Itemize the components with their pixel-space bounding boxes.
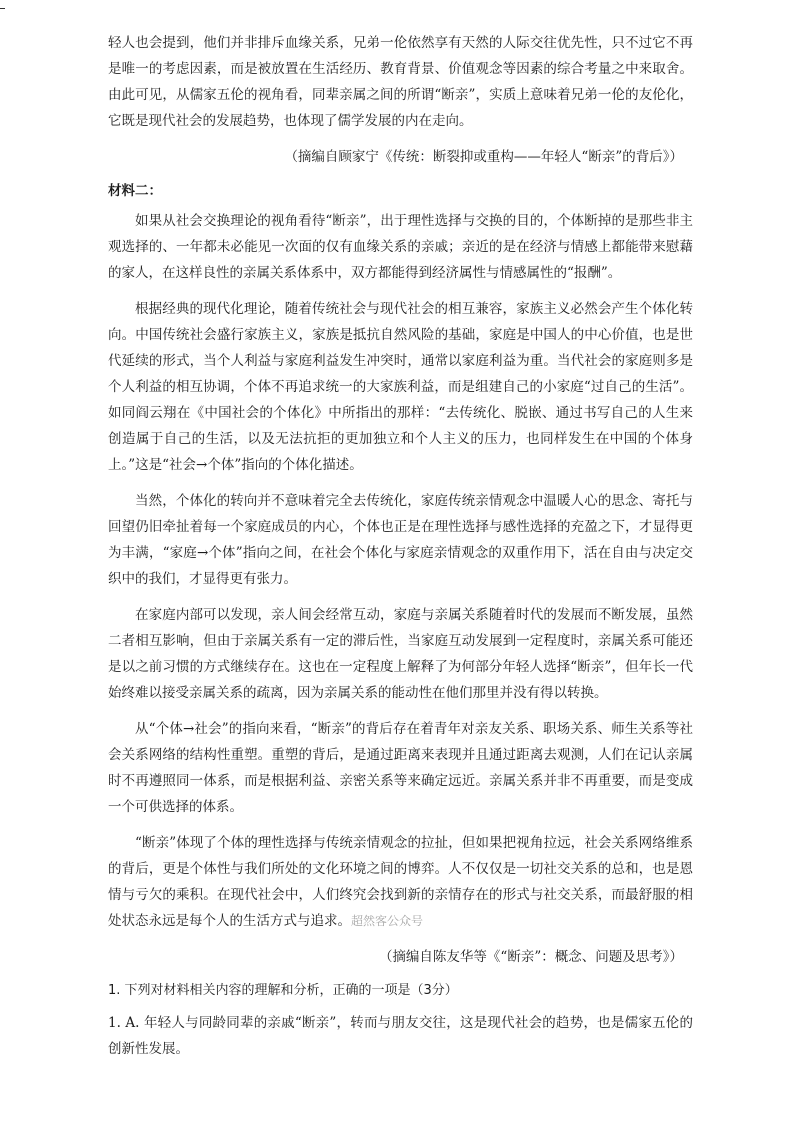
watermark-text: 超然客公众号 <box>351 914 424 928</box>
document-page <box>108 30 693 1062</box>
material-two-paragraph-4: 在家庭内部可以发现，亲人间会经常互动，家庭与亲属关系随着时代的发展而不断发展，虽然二者相互影响，但由于亲属关系有一定的滞后性，当家庭互动发展到一定程度时，亲属关系可能还是以之前习惯的方式继续存在。这也在一定程度上解释了为何部分年轻人选择“断亲”，但年长一代始终难以接受亲属关系的疏离，因为亲属关系的能动性在他们那里并没有得以转换。 <box>108 607 693 701</box>
material-two-paragraph-3: 当然，个体化的转向并不意味着完全去传统化，家庭传统亲情观念中温暖人心的思念、寄托与回望仍旧牵扯着每一个家庭成员的内心，个体也正是在理性选择与感性选择的充盈之下，才显得更为丰满，“家庭→个体”指向之间，在社会个体化与家庭亲情观念的双重作用下，活在自由与决定交织中的我们，才显得更有张力。 <box>108 493 693 587</box>
material-two-paragraph-5: 从“个体→社会”的指向来看，“断亲”的背后存在着青年对亲友关系、职场关系、师生关系等社会关系网络的结构性重塑。重塑的背后，是通过距离来表现并且通过距离去观测，人们在记认亲属时不再遵照同一体系，而是根据利益、亲密关系等来确定远近。亲属关系并非不再重要，而是变成一个可供选择的体系。 <box>108 721 693 815</box>
material-two-heading: 材料二： <box>108 183 162 199</box>
question-1-stem: 1. 下列对材料相关内容的理解和分析，正确的一项是（3分） <box>108 983 458 998</box>
paragraph-6-text: “断亲”体现了个体的理性选择与传统亲情观念的拉扯，但如果把视角拉远，社会关系网络维系的背后，更是个体性与我们所处的文化环境之间的博弈。人不仅仅是一切社交关系的总和，也是恩情与亏欠的乘积。在现代社会中，人们终究会找到新的亲情存在的形式与社交关系，而最舒服的相处状态永远是每个人的生活方式与追求。 <box>108 835 693 929</box>
material-two-paragraph-6 <box>108 830 693 934</box>
material-one-closing-paragraph: 轻人也会提到，他们并非排斥血缘关系，兄弟一伦依然享有天然的人际交往优先性，只不过它不再是唯一的考虑因素，而是被放置在生活经历、教育背景、价值观念等因素的综合考量之中来取舍。由此可见，从儒家五伦的视角看，同辈亲属之间的所谓“断亲”，实质上意味着兄弟一伦的友伦化，它既是现代社会的发展趋势，也体现了儒学发展的内在走向。 <box>108 35 693 129</box>
material-two-paragraph-1: 如果从社会交换理论的视角看待“断亲”，出于理性选择与交换的目的，个体断掉的是那些非主观选择的、一年都未必能见一次面的仅有血缘关系的亲戚；亲近的是在经济与情感上都能带来慰藉的家人，在这样良性的亲属关系体系中，双方都能得到经济属性与情感属性的“报酬”。 <box>108 213 693 281</box>
question-1-option-a: 1. A. 年轻人与同龄同辈的亲戚“断亲”，转而与朋友交往，这是现代社会的趋势，也是儒家五伦的创新性发展。 <box>108 1015 693 1057</box>
material-one-citation: （摘编自顾家宁《传统：断裂抑或重构——年轻人“断亲”的背后》） <box>284 149 683 165</box>
material-two-paragraph-2: 根据经典的现代化理论，随着传统社会与现代社会的相互兼容，家族主义必然会产生个体化转向。中国传统社会盛行家族主义，家族是抵抗自然风险的基础，家庭是中国人的中心价值，也是世代延续的形式，当个人利益与家庭利益发生冲突时，通常以家庭利益为重。当代社会的家庭则多是个人利益的相互协调，个体不再追求统一的大家族利益，而是组建自己的小家庭“过自己的生活”。如同阎云翔在《中国社会的个体化》中所指出的那样：“去传统化、脱嵌、通过书写自己的人生来创造属于自己的生活，以及无法抗拒的更加独立和个人主义的压力，也同样发生在中国的个体身上。”这是“社会→个体”指向的个体化描述。 <box>108 301 693 473</box>
page-edge-mark <box>0 8 5 9</box>
material-two-citation: （摘编自陈友华等《“断亲”：概念、问题及思考》） <box>378 949 683 965</box>
